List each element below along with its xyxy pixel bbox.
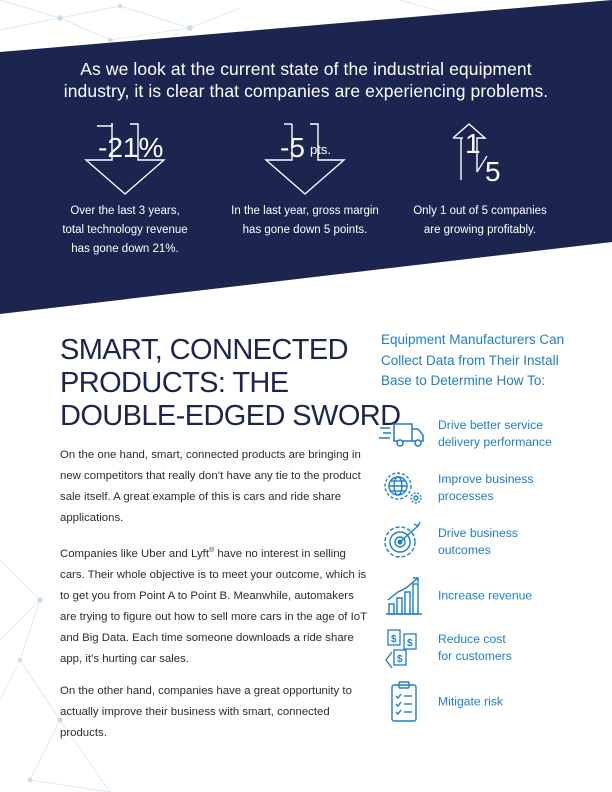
arrow-down-icon — [210, 118, 400, 196]
list-item — [378, 680, 608, 724]
stat-value: -21% — [98, 132, 164, 163]
growth-chart-icon — [378, 574, 426, 618]
list-item-label: Mitigate risk — [438, 694, 504, 709]
stat-value: -5 — [280, 132, 305, 163]
stat-denominator: 5 — [485, 156, 501, 187]
stat-revenue — [30, 118, 220, 259]
list-item-label: Drive business outcomes — [438, 526, 518, 557]
list-item-label: Drive better service delivery performance — [438, 418, 552, 449]
list-item — [378, 412, 608, 456]
truck-icon — [378, 412, 426, 456]
list-item — [378, 574, 608, 618]
stat-caption: Over the last 3 years, total technology revenue has gone down 21%. — [62, 205, 188, 255]
list-item-label: Improve business processes — [438, 472, 534, 503]
stat-caption: In the last year, gross margin has gone down 5 points. — [231, 205, 379, 236]
svg-text:$: $ — [391, 634, 397, 645]
svg-text:$: $ — [407, 638, 413, 649]
paragraph: Companies like Uber and Lyft® have no interest in selling cars. Their whole objective is to meet your outcome, which is to get you from Point A to Point B. Meanwhile, automakers are trying to figure out how to sell more cars in the age of IoT and Big Data. Each time someone downloads a ride share app, it’s hurting car sales. — [60, 547, 367, 665]
svg-text:$: $ — [397, 654, 403, 665]
list-item — [378, 466, 608, 510]
stat-growing-companies — [385, 118, 575, 240]
target-icon — [378, 520, 426, 564]
globe-gears-icon — [378, 466, 426, 510]
section-title: SMART, CONNECTED PRODUCTS: THE DOUBLE-EDGED SWORD — [60, 334, 401, 432]
headline-line-1: As we look at the current state of the industrial equipment — [80, 59, 532, 79]
headline — [40, 58, 572, 102]
paragraph: On the other hand, companies have a great opportunity to actually improve their business with smart, connected products. — [60, 684, 352, 739]
list-item — [378, 626, 608, 670]
stat-caption: Only 1 out of 5 companies are growing profitably. — [413, 205, 547, 236]
cost-reduction-icon — [378, 626, 426, 670]
headline-line-2: industry, it is clear that companies are experiencing problems. — [63, 81, 549, 101]
sidebar-heading: Equipment Manufacturers Can Collect Data from Their Install Base to Determine How To: — [381, 332, 565, 388]
list-item-label: Reduce cost for customers — [438, 632, 512, 663]
body-text — [60, 445, 372, 755]
stat-unit: pts. — [310, 142, 331, 157]
clipboard-checklist-icon — [378, 680, 426, 724]
stat-gross-margin — [210, 118, 400, 240]
list-item-label: Increase revenue — [438, 588, 533, 603]
list-item — [378, 520, 608, 564]
paragraph: On the one hand, smart, connected products are bringing in new competitors that really don’t have any tie to the product sale itself. A great example of this is cars and ride share applications. — [60, 449, 361, 524]
stat-numerator: 1 — [465, 128, 481, 159]
